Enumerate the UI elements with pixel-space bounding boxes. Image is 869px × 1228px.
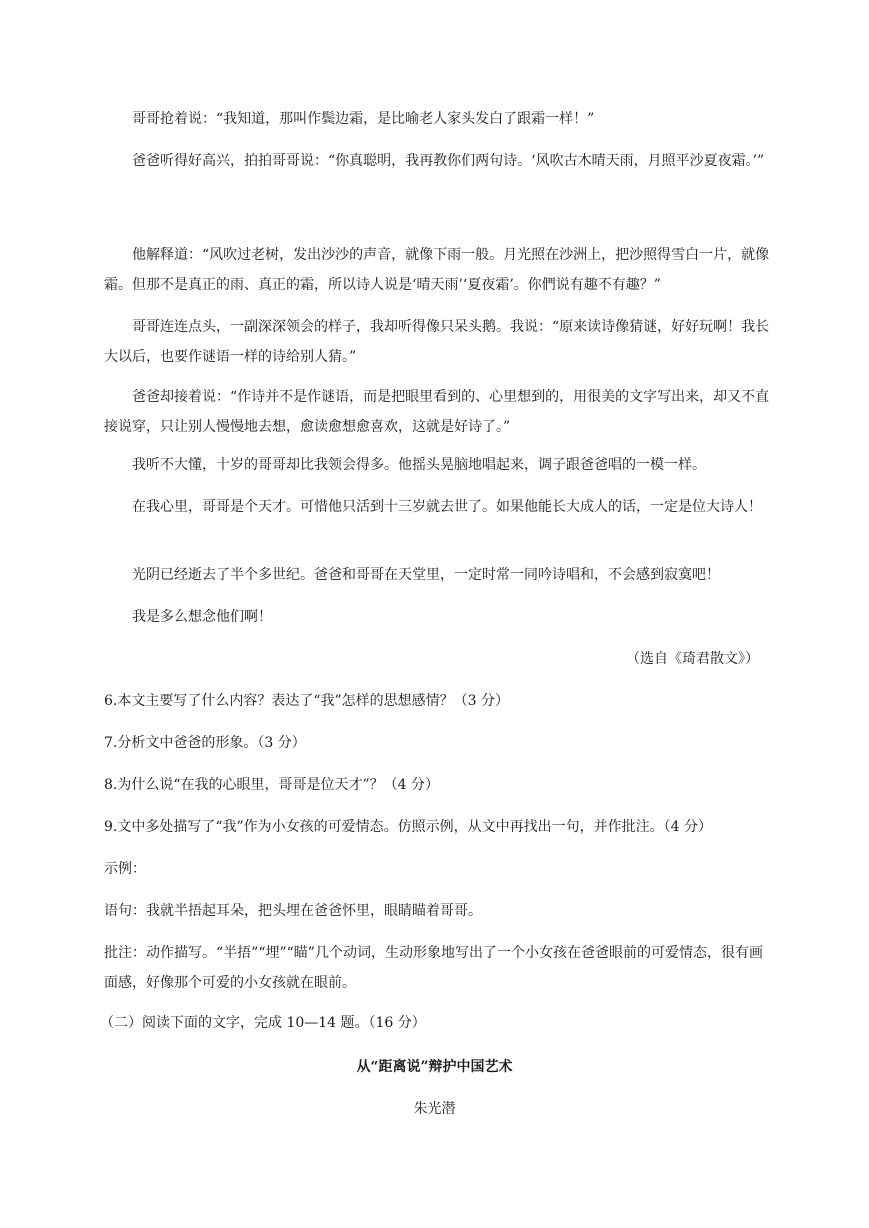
paragraph: 爸爸却接着说：“作诗并不是作谜语，而是把眼里看到的、心里想到的，用很美的文字写出来，却又不直接说穿，只让别人慢慢地去想，愈读愈想愈喜欢，这就是好诗了。”: [104, 389, 770, 435]
question-8: 8.为什么说“在我的心眼里，哥哥是位天才”？（4 分）: [104, 777, 440, 793]
paragraph: 光阴已经逝去了半个多世纪。爸爸和哥哥在天堂里，一定时常一同吟诗唱和，不会感到寂寞吧！: [132, 567, 720, 583]
paragraph: 他解释道：“风吹过老树，发出沙沙的声音，就像下雨一般。月光照在沙洲上，把沙照得雪白一片，就像霜。但那不是真正的雨、真正的霜，所以诗人说是‘晴天雨’‘夏夜霜’。你們说有趣不有趣？”: [104, 247, 770, 293]
example-annotation: 批注：动作描写。“半捂”“埋”“瞄”几个动词，生动形象地写出了一个小女孩在爸爸眼前的可爱情态，很有画面感，好像那个可爱的小女孩就在眼前。: [104, 945, 763, 991]
paragraph: 我是多么想念他们啊！: [132, 609, 272, 625]
question-7: 7.分析文中爸爸的形象。（3 分）: [104, 735, 306, 751]
paragraph: 哥哥连连点头，一副深深领会的样子，我却听得像只呆头鹅。我说：“原来读诗像猜谜，好好玩啊！我长大以后，也要作谜语一样的诗给别人猜。”: [104, 319, 770, 365]
paragraph: 我听不大懂，十岁的哥哥却比我领会得多。他摇头晃脑地唱起来，调子跟爸爸唱的一模一样。: [132, 457, 706, 473]
example-label: 示例：: [104, 861, 146, 877]
article-author: 朱光潜: [413, 1101, 456, 1117]
paragraph: 在我心里，哥哥是个天才。可惜他只活到十三岁就去世了。如果他能长大成人的话，一定是位大诗人！: [132, 499, 762, 515]
example-sentence: 语句：我就半捂起耳朵，把头埋在爸爸怀里，眼睛瞄着哥哥。: [104, 903, 482, 919]
article-title: 从“距离说”辩护中国艺术: [356, 1059, 513, 1075]
paragraph: 哥哥抢着说：“我知道，那叫作鬓边霜，是比喻老人家头发白了跟霜一样！”: [132, 111, 595, 127]
question-6: 6.本文主要写了什么内容？表达了“我”怎样的思想感情？（3 分）: [104, 693, 510, 709]
source-citation: （选自《琦君散文》）: [626, 651, 759, 667]
question-9: 9.文中多处描写了“我”作为小女孩的可爱情态。仿照示例，从文中再找出一句，并作批注。（4 分）: [104, 819, 713, 835]
section-intro: （二）阅读下面的文字，完成 10—14 题。（16 分）: [100, 1015, 426, 1031]
paragraph: 爸爸听得好高兴，拍拍哥哥说：“你真聪明，我再教你们两句诗。‘风吹古木晴天雨，月照平沙夏夜霜。’”: [132, 153, 765, 169]
